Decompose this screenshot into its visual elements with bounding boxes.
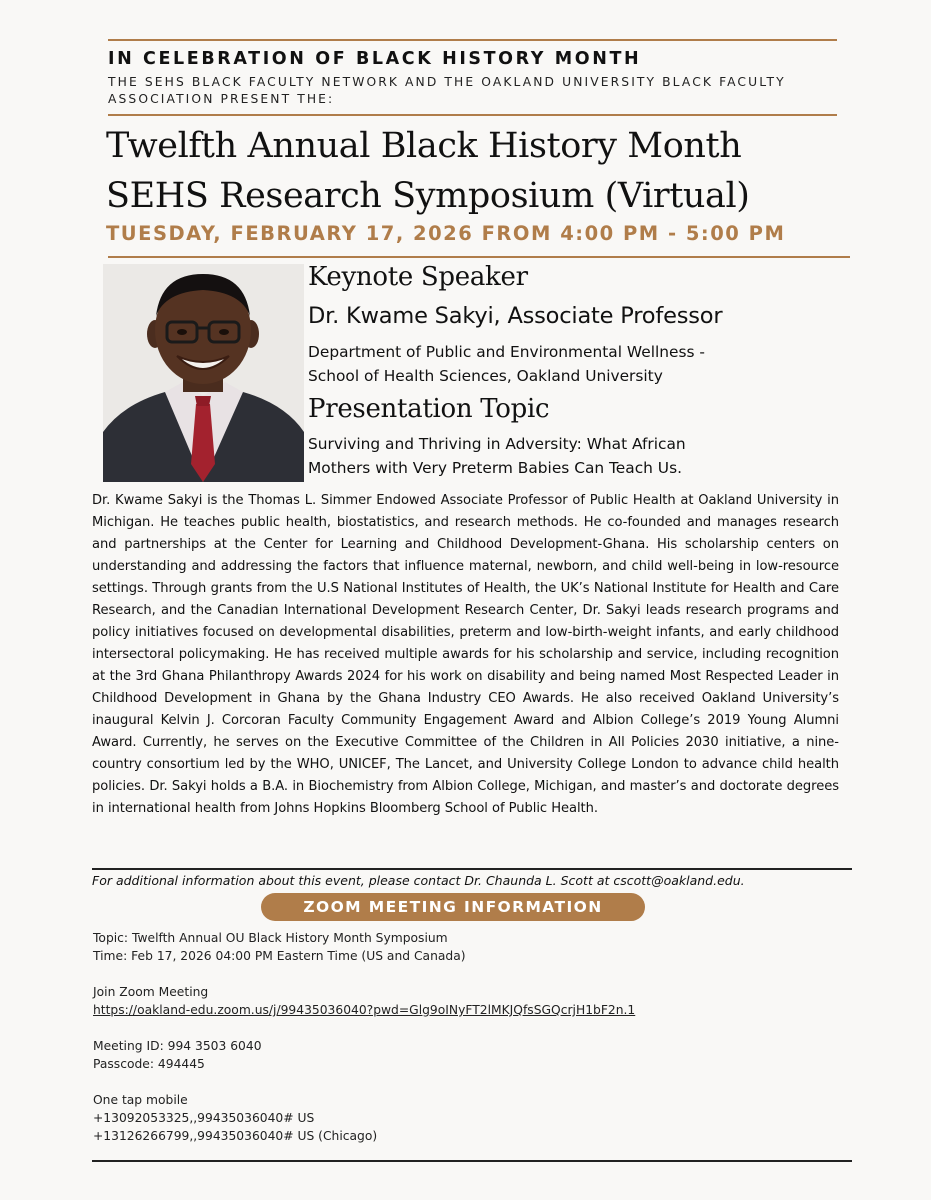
zoom-phone-2: +13126266799,,99435036040# US (Chicago): [93, 1129, 378, 1143]
zoom-one-tap-label: One tap mobile: [93, 1093, 188, 1107]
zoom-time: Time: Feb 17, 2026 04:00 PM Eastern Time (US and Canada): [93, 949, 466, 963]
presentation-heading: Presentation Topic: [308, 394, 550, 424]
topic-line1: Surviving and Thriving in Adversity: What African: [308, 435, 686, 453]
department-line1: Department of Public and Environmental Wellness -: [308, 343, 705, 361]
presentation-topic: [308, 432, 686, 480]
bottom-divider: [92, 1160, 852, 1162]
event-date: TUESDAY, FEBRUARY 17, 2026 FROM 4:00 PM - 5:00 PM: [106, 222, 786, 245]
zoom-info-banner: ZOOM MEETING INFORMATION: [261, 893, 645, 921]
zoom-passcode: Passcode: 494445: [93, 1057, 205, 1071]
department-line2: School of Health Sciences, Oakland University: [308, 367, 663, 385]
zoom-meeting-id: Meeting ID: 994 3503 6040: [93, 1039, 262, 1053]
keynote-heading: Keynote Speaker: [308, 262, 528, 292]
topic-line2: Mothers with Very Preterm Babies Can Teach Us.: [308, 459, 682, 477]
zoom-join-label: Join Zoom Meeting: [93, 985, 209, 999]
event-title-line2: SEHS Research Symposium (Virtual): [106, 176, 750, 216]
presenters-line: THE SEHS BLACK FACULTY NETWORK AND THE OAKLAND UNIVERSITY BLACK FACULTY ASSOCIATION PRESENT THE:: [108, 75, 786, 106]
contact-line: For additional information about this event, please contact Dr. Chaunda L. Scott at cscott@oakland.edu.: [92, 873, 745, 888]
speaker-bio: Dr. Kwame Sakyi is the Thomas L. Simmer Endowed Associate Professor of Public Health at Oakland University in Michigan. He teaches public health, biostatistics, and research methods. He co-founded and manages research and partnerships at the Center for Learning and Childhood Development-Ghana. His scholarship centers on understanding and addressing the factors that influence maternal, newborn, and child well-being in low-resource settings. Through grants from the U.S National Institutes of Health, the UK’s National Institute for Health and Care Research, and the Canadian International Development Research Center, Dr. Sakyi leads research programs and policy initiatives focused on developmental disabilities, preterm and low-birth-weight infants, and early childhood intersectoral policymaking. He has received multiple awards for his scholarship and service, including recognition at the 3rd Ghana Philanthropy Awards 2024 for his work on disability and being named Most Respected Leader in Childhood Development in Ghana by the Ghana Industry CEO Awards. He also received Oakland University’s inaugural Kelvin J. Corcoran Faculty Community Engagement Award and Albion College’s 2019 Young Alumni Award. Currently, he serves on the Executive Committee of the Children in All Policies 2030 initiative, a nine-country consortium led by the WHO, UNICEF, The Lancet, and University College London to advance child health policies. Dr. Sakyi holds a B.A. in Biochemistry from Albion College, Michigan, and master’s and doctorate degrees in international health from Johns Hopkins Bloomberg School of Public Health.: [92, 493, 839, 816]
speaker-name: Dr. Kwame Sakyi, Associate Professor: [308, 303, 723, 329]
top-divider: [108, 39, 837, 41]
event-title-line1: Twelfth Annual Black History Month: [106, 126, 742, 166]
bio-divider: [92, 868, 852, 870]
zoom-topic: Topic: Twelfth Annual OU Black History Month Symposium: [93, 931, 448, 945]
date-divider: [108, 256, 850, 258]
speaker-photo: [103, 264, 304, 482]
celebration-heading: IN CELEBRATION OF BLACK HISTORY MONTH: [108, 49, 642, 69]
header-divider: [108, 114, 837, 116]
zoom-meeting-link[interactable]: https://oakland-edu.zoom.us/j/99435036040?pwd=Glg9oINyFT2lMKJQfsSGQcrjH1bF2n.1: [93, 1003, 636, 1017]
speaker-department: [308, 340, 705, 388]
zoom-phone-1: +13092053325,,99435036040# US: [93, 1111, 315, 1125]
